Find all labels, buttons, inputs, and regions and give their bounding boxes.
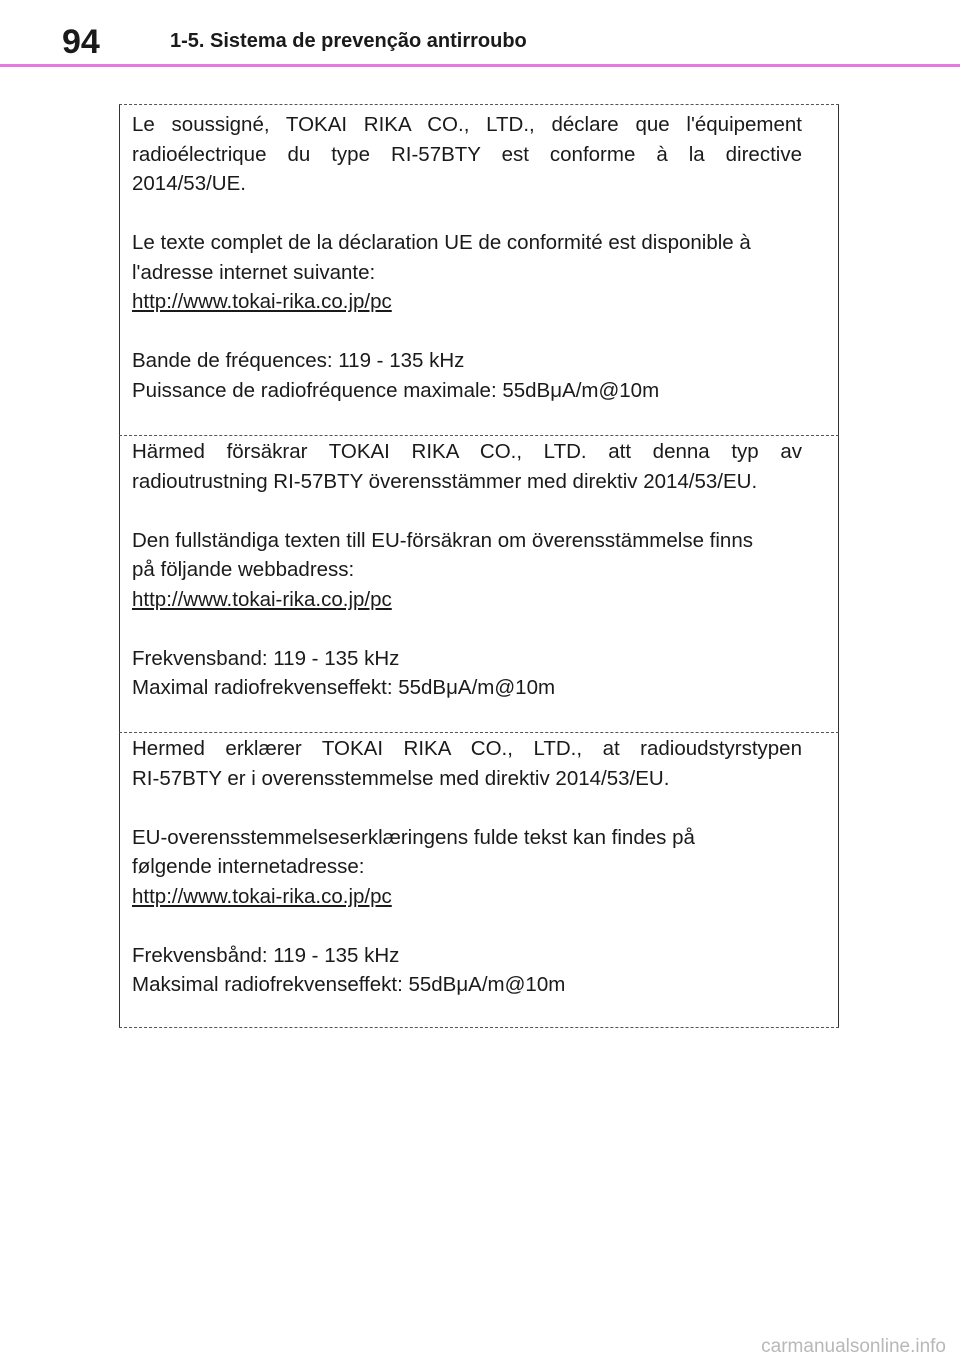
page-header: [0, 0, 960, 68]
divider-sv-da: [119, 732, 839, 733]
sv-line-2: radioutrustning RI-57BTY överensstämmer med direktiv 2014/53/EU.: [132, 469, 758, 493]
da-line-1: Hermed erklærer TOKAI RIKA CO., LTD., at radioudstyrstypen: [132, 737, 802, 760]
header-rule: [0, 64, 960, 67]
fr-line-5: l'adresse internet suivante:: [132, 260, 376, 284]
sv-line-3: Den fullständiga texten till EU-försäkran om överensstämmelse finns: [132, 528, 753, 552]
da-line-3: EU-overensstemmelseserklæringens fulde tekst kan findes på: [132, 825, 695, 849]
da-url-link[interactable]: http://www.tokai-rika.co.jp/pc: [132, 884, 392, 908]
footer-watermark: carmanualsonline.info: [761, 1336, 946, 1357]
fr-line-3: 2014/53/UE.: [132, 172, 246, 195]
declaration-french: [132, 110, 802, 405]
da-line-2: RI-57BTY er i overensstemmelse med direktiv 2014/53/EU.: [132, 766, 670, 790]
page-number: 94: [62, 23, 100, 61]
fr-power: Puissance de radiofréquence maximale: 55dBμA/m@10m: [132, 378, 660, 402]
fr-line-2: radioélectrique du type RI-57BTY est conforme à la directive: [132, 142, 802, 166]
fr-line-1: Le soussigné, TOKAI RIKA CO., LTD., déclare que l'équipement: [132, 113, 802, 136]
sv-line-4: på följande webbadress:: [132, 558, 355, 581]
fr-line-4: Le texte complet de la déclaration UE de conformité est disponible à: [132, 231, 751, 254]
divider-fr-sv: [119, 435, 839, 436]
chapter-title: 1-5. Sistema de prevenção antirroubo: [170, 30, 527, 52]
fr-url-link[interactable]: http://www.tokai-rika.co.jp/pc: [132, 290, 392, 313]
declaration-swedish: [132, 437, 802, 703]
sv-frequency: Frekvensband: 119 - 135 kHz: [132, 646, 400, 670]
fr-frequency: Bande de fréquences: 119 - 135 kHz: [132, 349, 465, 372]
da-frequency: Frekvensbånd: 119 - 135 kHz: [132, 943, 400, 967]
sv-power: Maximal radiofrekvenseffekt: 55dBμA/m@10m: [132, 676, 556, 699]
divider-bottom: [119, 1027, 839, 1028]
da-power: Maksimal radiofrekvenseffekt: 55dBμA/m@10m: [132, 973, 566, 996]
divider-top: [119, 104, 839, 105]
sv-line-1: Härmed försäkrar TOKAI RIKA CO., LTD. att denna typ av: [132, 440, 802, 463]
declaration-danish: [132, 734, 802, 1000]
sv-url-link[interactable]: http://www.tokai-rika.co.jp/pc: [132, 587, 392, 611]
da-line-4: følgende internetadresse:: [132, 855, 365, 878]
